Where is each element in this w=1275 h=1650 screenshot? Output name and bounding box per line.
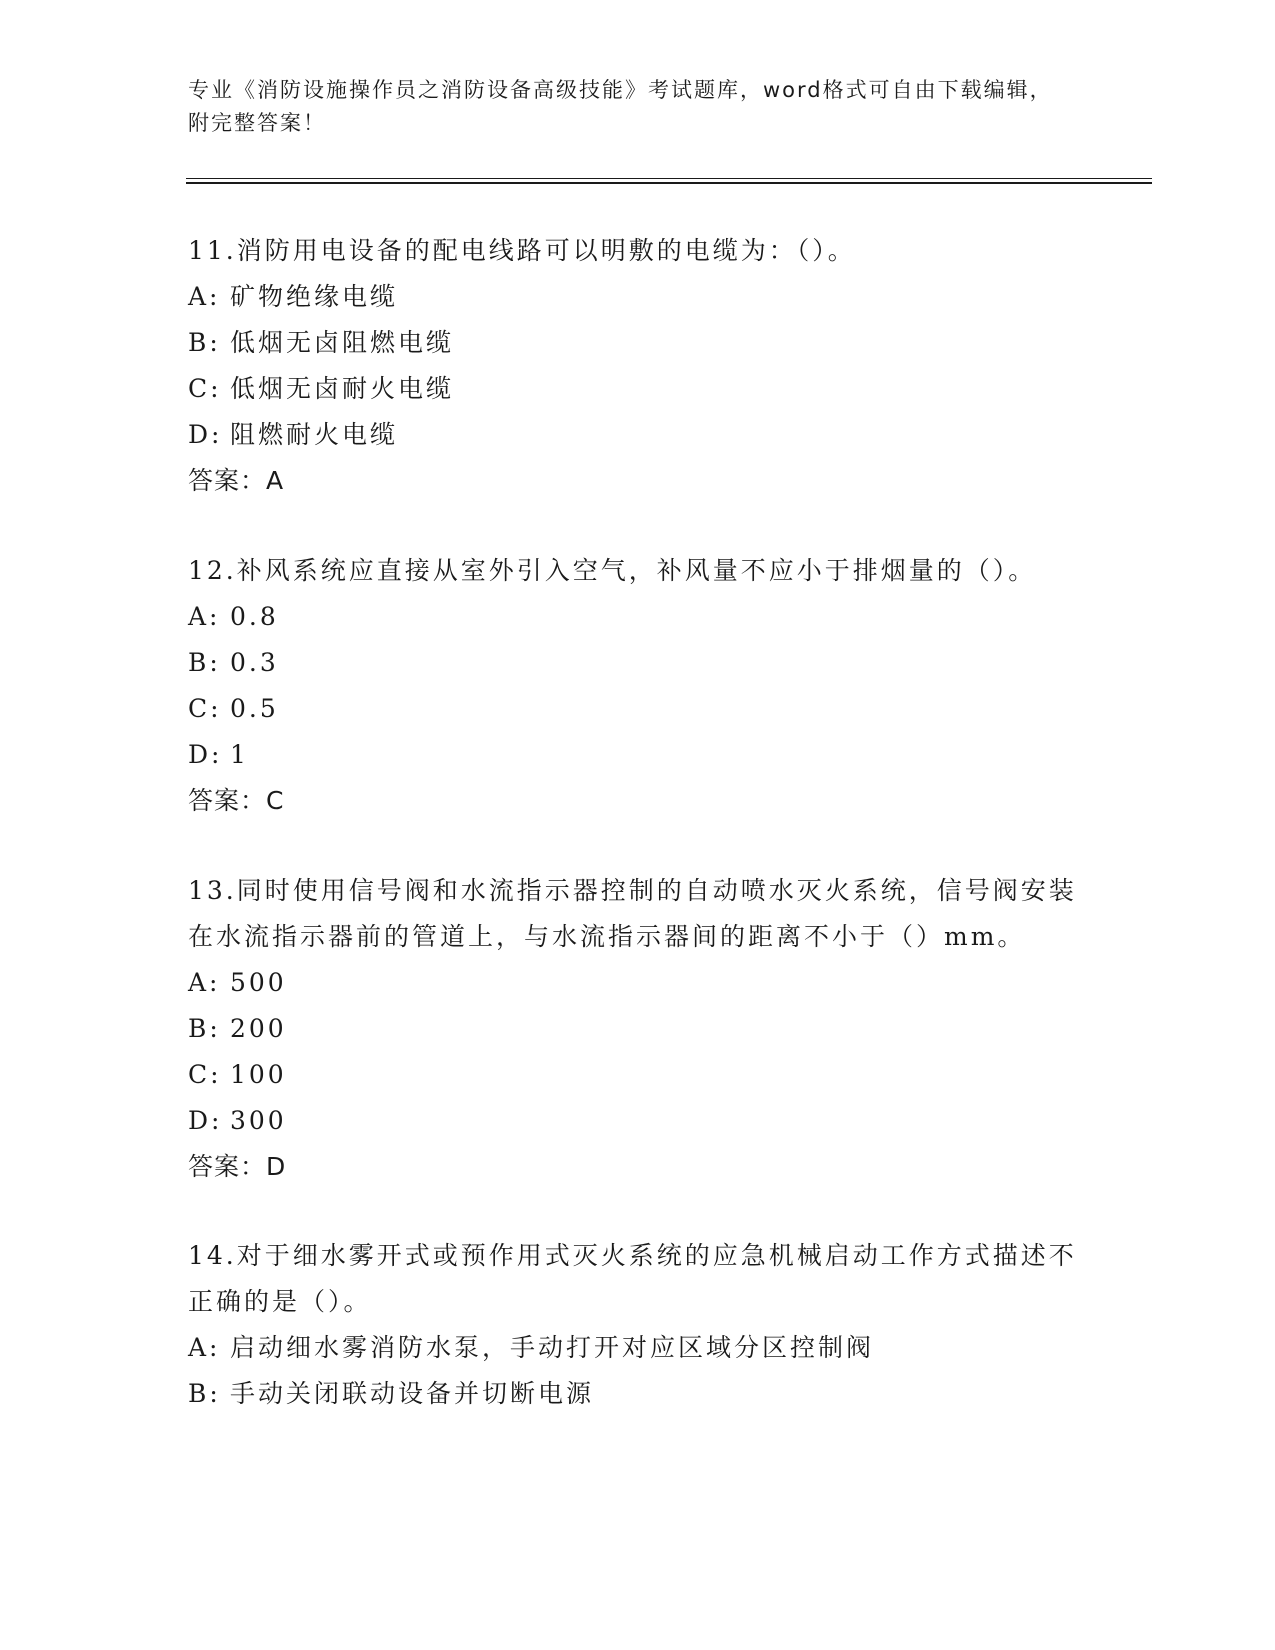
option-text: 0.8 [230, 602, 279, 631]
question-stem: 13.同时使用信号阀和水流指示器控制的自动喷水灭火系统，信号阀安装在水流指示器前的管道上，与水流指示器间的距离不小于（）mm。 [188, 876, 1077, 951]
option-letter: C: [188, 1060, 222, 1089]
option-a [188, 594, 1088, 640]
question-stem: 12.补风系统应直接从室外引入空气，补风量不应小于排烟量的（）。 [188, 556, 1037, 585]
question-13 [188, 868, 1088, 1190]
option-c [188, 366, 1088, 412]
option-letter: B: [188, 1379, 221, 1408]
question-12 [188, 548, 1088, 824]
option-d [188, 1098, 1088, 1144]
option-text: 低烟无卤阻燃电缆 [230, 328, 455, 357]
question-stem: 11.消防用电设备的配电线路可以明敷的电缆为：（）。 [188, 236, 856, 265]
option-a [188, 1325, 1088, 1371]
option-text: 启动细水雾消防水泵，手动打开对应区域分区控制阀 [230, 1333, 875, 1362]
option-letter: A: [188, 282, 221, 311]
option-letter: C: [188, 694, 222, 723]
option-text: 100 [230, 1060, 287, 1089]
option-c [188, 686, 1088, 732]
header-divider-thin [186, 178, 1152, 179]
document-header: 专业《消防设施操作员之消防设备高级技能》考试题库，word格式可自由下载编辑，附完整答案！ [188, 78, 1053, 135]
option-text: 手动关闭联动设备并切断电源 [230, 1379, 595, 1408]
option-text: 0.5 [230, 694, 279, 723]
option-text: 0.3 [230, 648, 279, 677]
option-text: 1 [230, 740, 249, 769]
option-c [188, 1052, 1088, 1098]
option-letter: A: [188, 968, 221, 997]
question-14 [188, 1233, 1088, 1417]
option-text: 阻燃耐火电缆 [230, 420, 399, 449]
option-b [188, 640, 1088, 686]
answer: 答案：D [188, 1152, 287, 1181]
option-letter: D: [188, 1106, 223, 1135]
option-d [188, 412, 1088, 458]
option-text: 低烟无卤耐火电缆 [230, 374, 455, 403]
option-d [188, 732, 1088, 778]
option-a [188, 274, 1088, 320]
option-a [188, 960, 1088, 1006]
option-text: 矿物绝缘电缆 [230, 282, 399, 311]
option-letter: B: [188, 328, 221, 357]
option-text: 300 [230, 1106, 287, 1135]
option-letter: A: [188, 602, 221, 631]
option-b [188, 1006, 1088, 1052]
option-text: 200 [230, 1014, 287, 1043]
option-letter: D: [188, 420, 223, 449]
header-divider-thick [186, 182, 1152, 184]
option-b [188, 1371, 1088, 1417]
question-stem: 14.对于细水雾开式或预作用式灭火系统的应急机械启动工作方式描述不正确的是（）。 [188, 1241, 1077, 1316]
option-letter: D: [188, 740, 223, 769]
option-letter: B: [188, 1014, 221, 1043]
answer: 答案：C [188, 786, 285, 815]
option-letter: A: [188, 1333, 221, 1362]
answer: 答案：A [188, 466, 285, 495]
option-b [188, 320, 1088, 366]
option-text: 500 [230, 968, 287, 997]
question-11 [188, 228, 1088, 504]
option-letter: C: [188, 374, 222, 403]
option-letter: B: [188, 648, 221, 677]
